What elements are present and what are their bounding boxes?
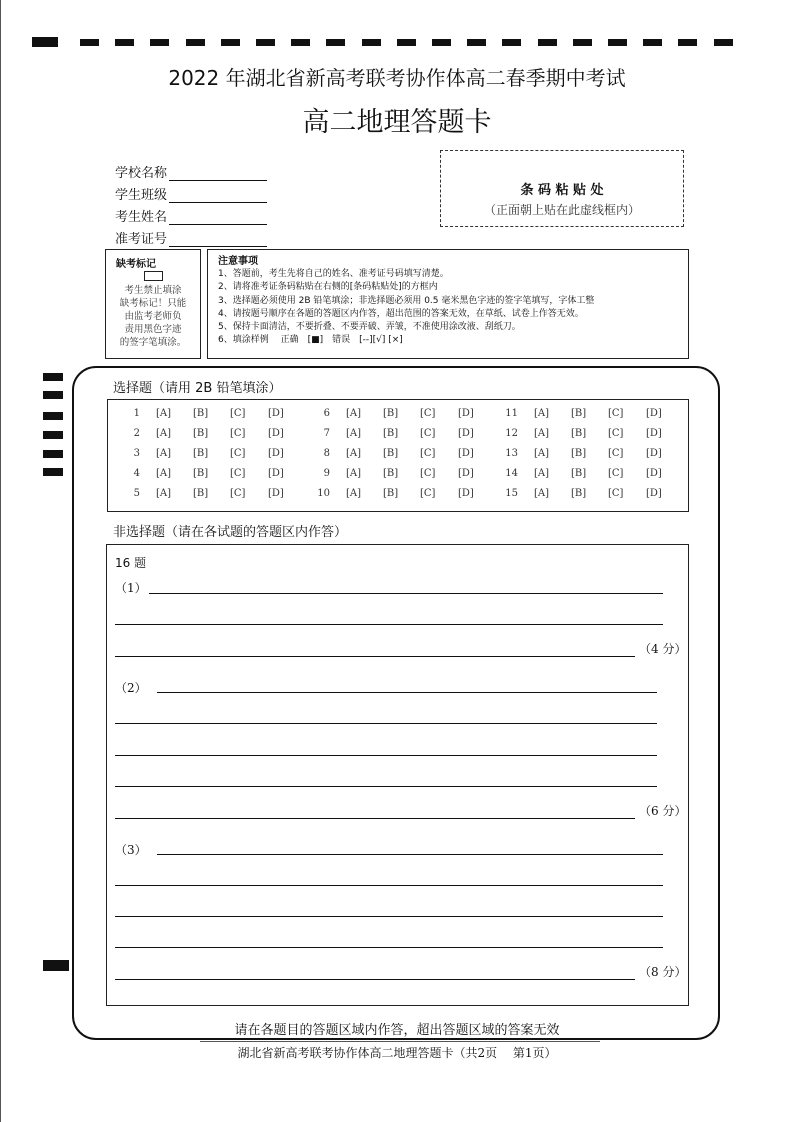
mc-option-bubble[interactable]: [B] — [383, 468, 399, 479]
open-answer-box — [106, 544, 689, 1006]
answer-line[interactable] — [115, 916, 663, 917]
timing-dash — [326, 39, 345, 46]
exam-title: 2022 年湖北省新高考联考协作体高二春季期中考试 — [168, 66, 626, 90]
mc-option-bubble[interactable]: [A] — [534, 428, 550, 439]
mc-option-bubble[interactable]: [C] — [420, 488, 436, 499]
answer-line[interactable] — [115, 979, 635, 980]
mc-option-bubble[interactable]: [B] — [383, 428, 399, 439]
mc-option-bubble[interactable]: [B] — [383, 408, 399, 419]
mc-option-bubble[interactable]: [D] — [646, 448, 662, 459]
answer-line[interactable] — [115, 624, 663, 625]
question-number: 8 — [323, 448, 330, 459]
timing-dash — [643, 39, 662, 46]
footer-rule — [200, 1041, 600, 1042]
note-item: 2、请将准考证条码粘贴在右侧的[条码粘贴处]的方框内 — [218, 282, 438, 293]
mc-option-bubble[interactable]: [D] — [646, 468, 662, 479]
field-underline[interactable] — [169, 210, 267, 225]
mc-option-bubble[interactable]: [D] — [268, 408, 284, 419]
question-number: 15 — [505, 488, 518, 499]
mc-option-bubble[interactable]: [B] — [571, 428, 587, 439]
question-number: 12 — [505, 428, 518, 439]
question-number: 9 — [323, 468, 330, 479]
mc-option-bubble[interactable]: [C] — [608, 488, 624, 499]
question-number: 11 — [505, 408, 518, 419]
answer-area-warning: 请在各题目的答题区域内作答，超出答题区域的答案无效 — [234, 1023, 560, 1038]
field-underline[interactable] — [169, 232, 267, 247]
timing-dash — [538, 39, 557, 46]
timing-mark — [43, 450, 63, 458]
mc-option-bubble[interactable]: [D] — [268, 468, 284, 479]
question-number: 2 — [133, 428, 140, 439]
mc-option-bubble[interactable]: [B] — [193, 468, 209, 479]
mc-option-bubble[interactable]: [C] — [608, 428, 624, 439]
mc-option-bubble[interactable]: [C] — [420, 428, 436, 439]
answer-line[interactable] — [115, 755, 657, 756]
notes-box — [207, 249, 689, 359]
mc-option-bubble[interactable]: [B] — [193, 448, 209, 459]
part-score: （6 分） — [639, 804, 687, 818]
answer-line[interactable] — [149, 593, 663, 594]
mc-option-bubble[interactable]: [C] — [230, 448, 246, 459]
answer-line[interactable] — [115, 947, 663, 948]
timing-dash — [467, 39, 486, 46]
timing-dash — [150, 39, 169, 46]
mc-grid — [107, 399, 689, 512]
mc-option-bubble[interactable]: [B] — [571, 488, 587, 499]
timing-dash — [221, 39, 240, 46]
mc-option-bubble[interactable]: [C] — [420, 408, 436, 419]
mc-option-bubble[interactable]: [B] — [383, 488, 399, 499]
mc-option-bubble[interactable]: [B] — [383, 448, 399, 459]
timing-dash — [714, 39, 733, 46]
note-item: 1、答题前，考生先将自己的姓名、准考证号码填写清楚。 — [218, 269, 449, 280]
answer-line[interactable] — [157, 854, 663, 855]
barcode-subtitle: （正面朝上贴在此虚线框内） — [483, 203, 640, 217]
mc-option-bubble[interactable]: [A] — [346, 488, 362, 499]
part-label: （3） — [115, 843, 147, 857]
timing-mark — [43, 391, 63, 399]
part-score: （4 分） — [639, 642, 687, 656]
timing-dash — [362, 39, 381, 46]
mc-option-bubble[interactable]: [D] — [646, 428, 662, 439]
question-number: 7 — [323, 428, 330, 439]
mc-option-bubble[interactable]: [A] — [156, 448, 172, 459]
timing-dash — [256, 39, 275, 46]
mc-title: 选择题（请用 2B 铅笔填涂） — [113, 381, 282, 396]
question-number: 13 — [505, 448, 518, 459]
timing-dash — [115, 39, 134, 46]
note-item: 5、保持卡面清洁，不要折叠、不要弄破、弄皱，不准使用涂改液、刮纸刀。 — [218, 322, 521, 333]
note-item: 4、请按题号顺序在各题的答题区内作答，超出范围的答案无效，在草纸、试卷上作答无效。 — [218, 308, 584, 319]
question-number: 6 — [323, 408, 330, 419]
timing-dash — [573, 39, 592, 46]
mc-option-bubble[interactable]: [C] — [608, 468, 624, 479]
field-underline[interactable] — [169, 166, 267, 181]
timing-dash — [502, 39, 521, 46]
mc-option-bubble[interactable]: [B] — [571, 408, 587, 419]
mc-option-bubble[interactable]: [A] — [534, 468, 550, 479]
mc-option-bubble[interactable]: [D] — [268, 428, 284, 439]
mc-option-bubble[interactable]: [D] — [458, 448, 474, 459]
mc-option-bubble[interactable]: [D] — [268, 448, 284, 459]
mc-option-bubble[interactable]: [C] — [608, 448, 624, 459]
timing-dash — [80, 39, 99, 46]
mc-option-bubble[interactable]: [A] — [156, 428, 172, 439]
timing-mark — [43, 468, 63, 476]
page-left-border — [0, 0, 1, 1122]
mc-option-bubble[interactable]: [A] — [534, 408, 550, 419]
mc-option-bubble[interactable]: [D] — [646, 408, 662, 419]
question-number: 4 — [133, 468, 140, 479]
mc-option-bubble[interactable]: [C] — [420, 448, 436, 459]
timing-mark — [43, 412, 63, 420]
timing-dash — [608, 39, 627, 46]
mc-option-bubble[interactable]: [C] — [230, 408, 246, 419]
mc-option-bubble[interactable]: [C] — [230, 428, 246, 439]
timing-mark — [43, 960, 69, 971]
barcode-area[interactable] — [440, 150, 684, 227]
mc-option-bubble[interactable]: [A] — [156, 488, 172, 499]
mc-option-bubble[interactable]: [C] — [230, 468, 246, 479]
class-field[interactable] — [115, 184, 267, 203]
mc-option-bubble[interactable]: [D] — [646, 488, 662, 499]
mc-option-bubble[interactable]: [D] — [458, 408, 474, 419]
timing-mark — [32, 37, 58, 47]
absent-mark-box — [105, 249, 201, 359]
mc-option-bubble[interactable]: [D] — [458, 488, 474, 499]
timing-dash — [432, 39, 451, 46]
timing-dash — [678, 39, 697, 46]
mc-option-bubble[interactable]: [C] — [230, 488, 246, 499]
part-score: （8 分） — [639, 965, 687, 979]
card-title: 高二地理答题卡 — [302, 107, 492, 138]
question-label: 16 题 — [115, 556, 147, 570]
answer-line[interactable] — [115, 885, 663, 886]
note-item: 6、填涂样例 正确 [■] 错误 [--][√] [×] — [218, 335, 403, 346]
field-label: 学校名称 — [115, 166, 168, 181]
field-underline[interactable] — [169, 188, 267, 203]
mc-option-bubble[interactable]: [B] — [193, 488, 209, 499]
open-title: 非选择题（请在各试题的答题区内作答） — [113, 525, 348, 540]
mc-option-bubble[interactable]: [A] — [346, 408, 362, 419]
question-number: 5 — [133, 488, 140, 499]
answer-line[interactable] — [115, 723, 657, 724]
mc-option-bubble[interactable]: [A] — [534, 488, 550, 499]
timing-mark — [43, 373, 63, 381]
answer-line[interactable] — [157, 692, 657, 693]
page-footer: 湖北省新高考联考协作体高二地理答题卡（共2页 第1页） — [237, 1046, 557, 1060]
part-label: （2） — [115, 681, 147, 695]
question-number: 3 — [133, 448, 140, 459]
mc-option-bubble[interactable]: [D] — [458, 468, 474, 479]
question-number: 10 — [317, 488, 330, 499]
mc-option-bubble[interactable]: [B] — [193, 408, 209, 419]
mc-option-bubble[interactable]: [A] — [346, 428, 362, 439]
barcode-title: 条 码 粘 贴 处 — [520, 183, 604, 198]
part-label: （1） — [115, 581, 147, 595]
mc-option-bubble[interactable]: [B] — [193, 428, 209, 439]
mc-option-bubble[interactable]: [D] — [458, 428, 474, 439]
absent-checkbox[interactable] — [144, 271, 163, 281]
notes-title: 注意事项 — [218, 256, 258, 267]
exam-number-field[interactable] — [115, 228, 267, 247]
absent-instructions: 考生禁止填涂 缺考标记！只能 由监考老师负 责用黑色字迹 的签字笔填涂。 — [119, 285, 187, 348]
mc-option-bubble[interactable]: [C] — [608, 408, 624, 419]
timing-dash — [291, 39, 310, 46]
note-item: 3、选择题必须使用 2B 铅笔填涂；非选择题必须用 0.5 毫米黑色字迹的签字笔填写，字体工整 — [218, 295, 595, 306]
mc-option-bubble[interactable]: [B] — [571, 448, 587, 459]
mc-option-bubble[interactable]: [A] — [156, 468, 172, 479]
timing-dash — [186, 39, 205, 46]
field-label: 考生姓名 — [115, 210, 168, 225]
question-number: 14 — [505, 468, 518, 479]
student-name-field[interactable] — [115, 206, 267, 225]
mc-option-bubble[interactable]: [A] — [346, 468, 362, 479]
field-label: 学生班级 — [115, 188, 168, 203]
answer-line[interactable] — [115, 786, 657, 787]
mc-option-bubble[interactable]: [C] — [420, 468, 436, 479]
mc-option-bubble[interactable]: [A] — [156, 408, 172, 419]
mc-option-bubble[interactable]: [B] — [571, 468, 587, 479]
mc-option-bubble[interactable]: [A] — [346, 448, 362, 459]
timing-dash — [397, 39, 416, 46]
answer-line[interactable] — [115, 656, 635, 657]
field-label: 准考证号 — [115, 232, 168, 247]
absent-title: 缺考标记 — [116, 259, 156, 270]
answer-line[interactable] — [115, 818, 635, 819]
school-name-field[interactable] — [115, 162, 267, 181]
timing-mark — [43, 431, 63, 439]
mc-option-bubble[interactable]: [D] — [268, 488, 284, 499]
question-number: 1 — [133, 408, 140, 419]
mc-option-bubble[interactable]: [A] — [534, 448, 550, 459]
